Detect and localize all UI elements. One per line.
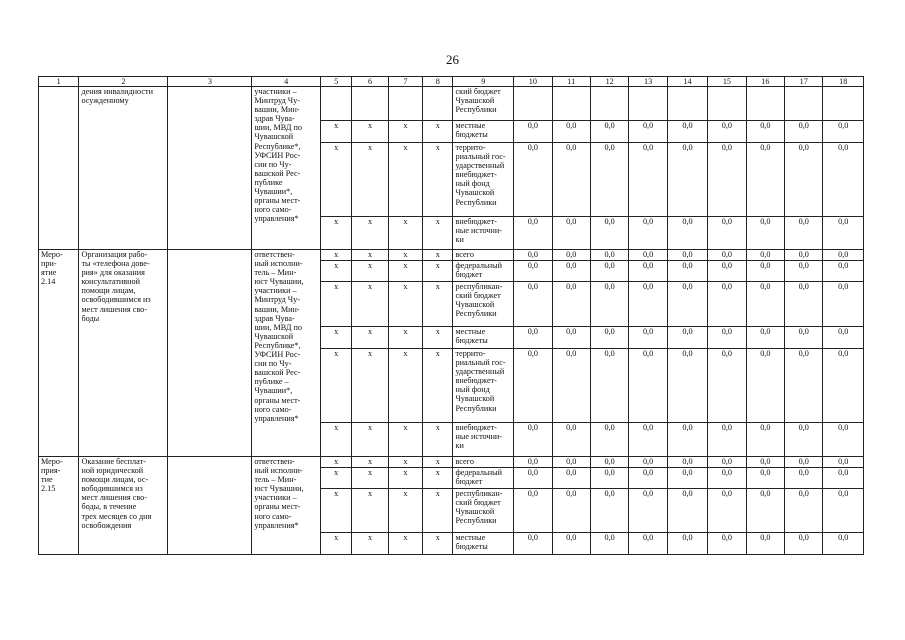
value-cell: 0,0 <box>590 349 628 423</box>
value-cell: 0,0 <box>708 457 746 468</box>
executors-cell: ответствен- ный исполни- тель – Мин- юст Чувашии, участники – Минтруд Чу- вашии, Мин- здрав Чува- шии, МВД по Чувашской Республике*, УФСИН Рос- сии по Чу- вашской Рес- публике – Чувашии*, органы мест- ного само- управления* <box>252 250 321 457</box>
value-cell: 0,0 <box>552 282 590 327</box>
value-cell: 0,0 <box>629 489 667 533</box>
executors-cell: ответствен- ный исполни- тель – Мин- юст Чувашии, участники – органы мест- ного само- управления* <box>252 457 321 555</box>
code-cell: x <box>423 423 453 457</box>
value-cell: 0,0 <box>667 327 707 349</box>
value-cell <box>823 87 864 121</box>
value-cell: 0,0 <box>552 423 590 457</box>
value-cell: 0,0 <box>823 143 864 217</box>
value-cell: 0,0 <box>708 261 746 282</box>
code-cell: x <box>388 489 422 533</box>
value-cell: 0,0 <box>785 489 823 533</box>
value-cell: 0,0 <box>514 349 552 423</box>
value-cell: 0,0 <box>629 327 667 349</box>
value-cell: 0,0 <box>746 349 784 423</box>
value-cell: 0,0 <box>514 121 552 143</box>
value-cell <box>667 87 707 121</box>
header-cell: 13 <box>629 77 667 87</box>
value-cell: 0,0 <box>708 533 746 555</box>
value-cell: 0,0 <box>746 533 784 555</box>
value-cell: 0,0 <box>667 121 707 143</box>
code-cell: x <box>388 250 422 261</box>
code-cell: x <box>321 423 352 457</box>
table-body <box>39 77 864 555</box>
funding-source-cell: всего <box>453 457 514 468</box>
funding-source-cell: террито- риальный гос- ударственный внебюджет- ный фонд Чувашской Республики <box>453 143 514 217</box>
value-cell: 0,0 <box>590 250 628 261</box>
code-cell: x <box>423 217 453 250</box>
funding-source-cell: республикан- ский бюджет Чувашской Республики <box>453 282 514 327</box>
header-cell: 11 <box>552 77 590 87</box>
value-cell: 0,0 <box>629 121 667 143</box>
code-cell: x <box>352 423 388 457</box>
value-cell: 0,0 <box>552 457 590 468</box>
value-cell: 0,0 <box>590 457 628 468</box>
value-cell: 0,0 <box>667 533 707 555</box>
value-cell: 0,0 <box>590 327 628 349</box>
table-row <box>39 457 864 468</box>
value-cell: 0,0 <box>746 327 784 349</box>
value-cell: 0,0 <box>514 457 552 468</box>
funding-source-cell: внебюджет- ные источни- ки <box>453 423 514 457</box>
value-cell: 0,0 <box>785 327 823 349</box>
value-cell: 0,0 <box>514 261 552 282</box>
value-cell: 0,0 <box>785 143 823 217</box>
header-cell: 15 <box>708 77 746 87</box>
header-cell: 17 <box>785 77 823 87</box>
funding-source-cell: всего <box>453 250 514 261</box>
code-cell: x <box>423 489 453 533</box>
value-cell: 0,0 <box>823 282 864 327</box>
value-cell: 0,0 <box>823 489 864 533</box>
value-cell: 0,0 <box>667 282 707 327</box>
code-cell: x <box>321 121 352 143</box>
value-cell: 0,0 <box>552 143 590 217</box>
value-cell: 0,0 <box>514 282 552 327</box>
funding-source-cell: местные бюджеты <box>453 327 514 349</box>
value-cell: 0,0 <box>629 349 667 423</box>
col3-cell <box>168 87 252 250</box>
code-cell: x <box>352 468 388 489</box>
header-cell: 18 <box>823 77 864 87</box>
value-cell: 0,0 <box>514 143 552 217</box>
header-cell: 9 <box>453 77 514 87</box>
code-cell: x <box>352 217 388 250</box>
funding-source-cell: местные бюджеты <box>453 533 514 555</box>
header-cell: 7 <box>388 77 422 87</box>
value-cell <box>590 87 628 121</box>
value-cell: 0,0 <box>514 423 552 457</box>
value-cell: 0,0 <box>629 423 667 457</box>
value-cell: 0,0 <box>552 489 590 533</box>
value-cell <box>746 87 784 121</box>
header-cell: 10 <box>514 77 552 87</box>
code-cell: x <box>388 143 422 217</box>
value-cell: 0,0 <box>590 468 628 489</box>
value-cell: 0,0 <box>708 121 746 143</box>
col3-cell <box>168 250 252 457</box>
value-cell: 0,0 <box>823 533 864 555</box>
value-cell: 0,0 <box>590 121 628 143</box>
value-cell: 0,0 <box>746 282 784 327</box>
header-cell: 2 <box>79 77 168 87</box>
value-cell: 0,0 <box>590 423 628 457</box>
value-cell: 0,0 <box>823 250 864 261</box>
value-cell: 0,0 <box>629 468 667 489</box>
value-cell: 0,0 <box>708 217 746 250</box>
value-cell: 0,0 <box>590 533 628 555</box>
value-cell: 0,0 <box>667 489 707 533</box>
value-cell: 0,0 <box>552 468 590 489</box>
value-cell: 0,0 <box>552 327 590 349</box>
code-cell: x <box>352 457 388 468</box>
code-cell: x <box>321 457 352 468</box>
code-cell: x <box>388 423 422 457</box>
header-cell: 4 <box>252 77 321 87</box>
code-cell <box>388 87 422 121</box>
value-cell <box>514 87 552 121</box>
code-cell: x <box>423 349 453 423</box>
code-cell: x <box>388 327 422 349</box>
measure-name-cell: Организация рабо- ты «телефона дове- рия» для оказания консультативной помощи лицам, освободившимся из мест лишения сво- боды <box>79 250 168 457</box>
value-cell: 0,0 <box>667 349 707 423</box>
value-cell: 0,0 <box>746 457 784 468</box>
code-cell: x <box>321 468 352 489</box>
table-row <box>39 87 864 121</box>
value-cell: 0,0 <box>514 533 552 555</box>
code-cell: x <box>352 143 388 217</box>
value-cell: 0,0 <box>514 250 552 261</box>
code-cell: x <box>321 250 352 261</box>
value-cell: 0,0 <box>823 423 864 457</box>
value-cell: 0,0 <box>785 349 823 423</box>
value-cell: 0,0 <box>746 468 784 489</box>
value-cell: 0,0 <box>785 423 823 457</box>
value-cell: 0,0 <box>514 327 552 349</box>
measure-id-cell: Меро- прия- тие 2.15 <box>39 457 79 555</box>
value-cell: 0,0 <box>552 217 590 250</box>
value-cell: 0,0 <box>708 489 746 533</box>
value-cell: 0,0 <box>590 282 628 327</box>
code-cell: x <box>321 143 352 217</box>
code-cell: x <box>388 261 422 282</box>
value-cell: 0,0 <box>552 349 590 423</box>
code-cell: x <box>352 349 388 423</box>
header-row <box>39 77 864 87</box>
header-cell: 6 <box>352 77 388 87</box>
table-row <box>39 250 864 261</box>
value-cell: 0,0 <box>514 489 552 533</box>
value-cell: 0,0 <box>667 261 707 282</box>
measure-name-cell: дения инвалидности осужденному <box>79 87 168 250</box>
funding-source-cell: ский бюджет Чувашской Республики <box>453 87 514 121</box>
value-cell: 0,0 <box>785 121 823 143</box>
value-cell: 0,0 <box>746 489 784 533</box>
header-cell: 5 <box>321 77 352 87</box>
budget-table <box>38 76 864 555</box>
value-cell: 0,0 <box>785 261 823 282</box>
value-cell: 0,0 <box>785 217 823 250</box>
code-cell <box>423 87 453 121</box>
code-cell: x <box>423 261 453 282</box>
value-cell: 0,0 <box>629 143 667 217</box>
code-cell: x <box>321 349 352 423</box>
value-cell: 0,0 <box>667 468 707 489</box>
value-cell: 0,0 <box>708 423 746 457</box>
code-cell: x <box>388 468 422 489</box>
value-cell: 0,0 <box>746 217 784 250</box>
value-cell: 0,0 <box>708 143 746 217</box>
header-cell: 12 <box>590 77 628 87</box>
code-cell: x <box>423 143 453 217</box>
value-cell: 0,0 <box>823 121 864 143</box>
code-cell: x <box>388 282 422 327</box>
code-cell: x <box>321 282 352 327</box>
header-cell: 16 <box>746 77 784 87</box>
executors-cell: участники – Минтруд Чу- вашии, Мин- здрав Чува- шии, МВД по Чувашской Республике*, УФСИН Рос- сии по Чу- вашской Рес- публике Чувашии*, органы мест- ного само- управления* <box>252 87 321 250</box>
value-cell: 0,0 <box>667 250 707 261</box>
value-cell <box>708 87 746 121</box>
funding-source-cell: федеральный бюджет <box>453 468 514 489</box>
code-cell: x <box>388 349 422 423</box>
code-cell: x <box>423 457 453 468</box>
value-cell: 0,0 <box>746 261 784 282</box>
value-cell: 0,0 <box>552 250 590 261</box>
header-cell: 14 <box>667 77 707 87</box>
code-cell: x <box>423 327 453 349</box>
value-cell: 0,0 <box>823 327 864 349</box>
value-cell: 0,0 <box>823 261 864 282</box>
value-cell: 0,0 <box>746 423 784 457</box>
value-cell: 0,0 <box>785 282 823 327</box>
value-cell: 0,0 <box>785 533 823 555</box>
value-cell: 0,0 <box>629 217 667 250</box>
value-cell: 0,0 <box>823 349 864 423</box>
value-cell: 0,0 <box>823 457 864 468</box>
value-cell: 0,0 <box>708 250 746 261</box>
code-cell: x <box>352 250 388 261</box>
value-cell: 0,0 <box>708 349 746 423</box>
value-cell: 0,0 <box>746 121 784 143</box>
header-cell: 1 <box>39 77 79 87</box>
code-cell: x <box>388 457 422 468</box>
code-cell: x <box>423 121 453 143</box>
value-cell: 0,0 <box>785 468 823 489</box>
code-cell: x <box>352 282 388 327</box>
measure-id-cell: Меро- при- ятие 2.14 <box>39 250 79 457</box>
value-cell <box>785 87 823 121</box>
code-cell: x <box>321 217 352 250</box>
value-cell: 0,0 <box>590 261 628 282</box>
code-cell: x <box>423 533 453 555</box>
page-number: 26 <box>446 52 459 67</box>
code-cell: x <box>423 282 453 327</box>
value-cell: 0,0 <box>514 468 552 489</box>
code-cell: x <box>423 468 453 489</box>
header-cell: 3 <box>168 77 252 87</box>
value-cell: 0,0 <box>514 217 552 250</box>
measure-id-cell <box>39 87 79 250</box>
measure-name-cell: Оказание бесплат- ной юридической помощи лицам, ос- вободившимся из мест лишения сво- боды, в течение трех месяцев со дня освобождения <box>79 457 168 555</box>
code-cell: x <box>321 261 352 282</box>
code-cell <box>352 87 388 121</box>
value-cell: 0,0 <box>785 457 823 468</box>
value-cell: 0,0 <box>823 217 864 250</box>
code-cell: x <box>423 250 453 261</box>
code-cell: x <box>352 533 388 555</box>
funding-source-cell: республикан- ский бюджет Чувашской Республики <box>453 489 514 533</box>
value-cell: 0,0 <box>629 457 667 468</box>
code-cell: x <box>352 121 388 143</box>
funding-source-cell: террито- риальный гос- ударственный внебюджет- ный фонд Чувашской Республики <box>453 349 514 423</box>
value-cell: 0,0 <box>708 468 746 489</box>
value-cell: 0,0 <box>667 143 707 217</box>
value-cell: 0,0 <box>785 250 823 261</box>
value-cell: 0,0 <box>629 282 667 327</box>
value-cell: 0,0 <box>590 143 628 217</box>
value-cell: 0,0 <box>746 250 784 261</box>
value-cell: 0,0 <box>552 121 590 143</box>
code-cell: x <box>321 489 352 533</box>
funding-source-cell: федеральный бюджет <box>453 261 514 282</box>
value-cell: 0,0 <box>590 489 628 533</box>
code-cell: x <box>388 217 422 250</box>
value-cell: 0,0 <box>667 423 707 457</box>
code-cell: x <box>352 327 388 349</box>
code-cell: x <box>352 261 388 282</box>
funding-source-cell: внебюджет- ные источни- ки <box>453 217 514 250</box>
value-cell: 0,0 <box>590 217 628 250</box>
header-cell: 8 <box>423 77 453 87</box>
code-cell: x <box>388 533 422 555</box>
code-cell: x <box>321 533 352 555</box>
funding-source-cell: местные бюджеты <box>453 121 514 143</box>
value-cell <box>629 87 667 121</box>
value-cell: 0,0 <box>629 250 667 261</box>
value-cell: 0,0 <box>746 143 784 217</box>
code-cell <box>321 87 352 121</box>
code-cell: x <box>388 121 422 143</box>
value-cell <box>552 87 590 121</box>
value-cell: 0,0 <box>667 217 707 250</box>
value-cell: 0,0 <box>823 468 864 489</box>
value-cell: 0,0 <box>629 533 667 555</box>
code-cell: x <box>321 327 352 349</box>
value-cell: 0,0 <box>708 282 746 327</box>
value-cell: 0,0 <box>629 261 667 282</box>
value-cell: 0,0 <box>552 533 590 555</box>
code-cell: x <box>352 489 388 533</box>
value-cell: 0,0 <box>552 261 590 282</box>
col3-cell <box>168 457 252 555</box>
value-cell: 0,0 <box>667 457 707 468</box>
value-cell: 0,0 <box>708 327 746 349</box>
